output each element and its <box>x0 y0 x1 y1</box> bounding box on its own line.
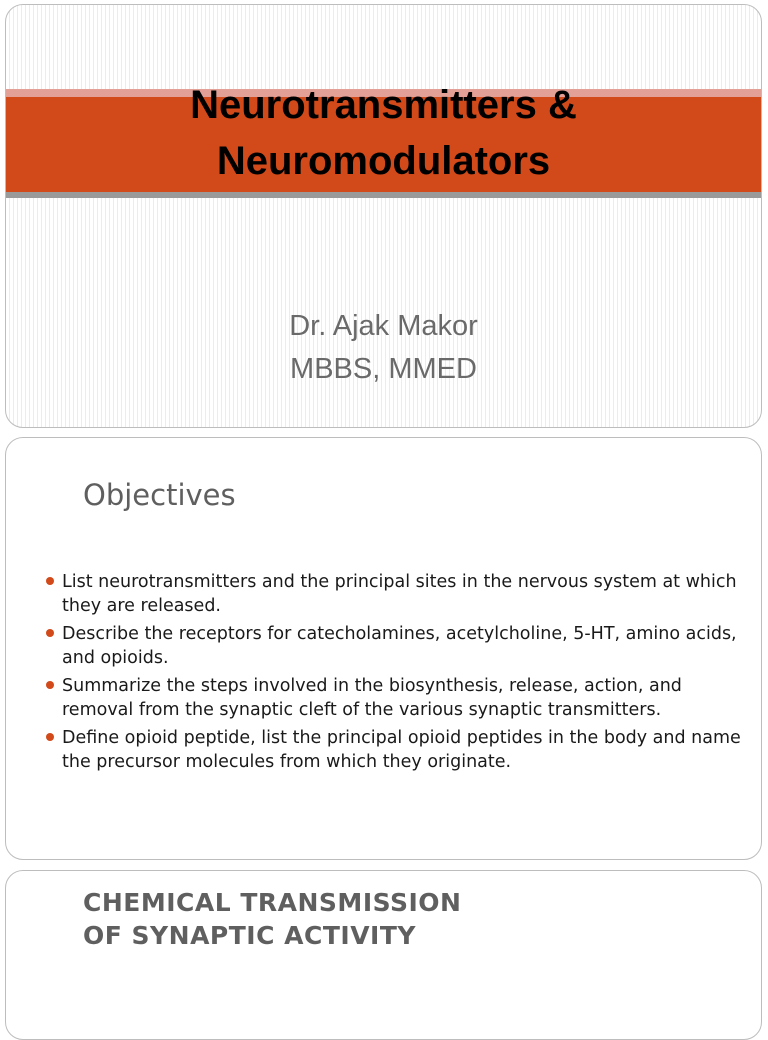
bullet-icon <box>46 681 54 689</box>
title-slide <box>5 4 762 428</box>
list-item-text: Define opioid peptide, list the principal opioid peptides in the body and name the precursor molecules from which they originate. <box>62 728 741 772</box>
author-name: Dr. Ajak Makor <box>289 310 478 342</box>
list-item-text: Summarize the steps involved in the biosynthesis, release, action, and removal from the synaptic cleft of the various synaptic transmitters. <box>62 676 682 720</box>
section-heading-line: OF SYNAPTIC ACTIVITY <box>83 921 416 950</box>
author-credentials: MBBS, MMED <box>290 353 477 385</box>
list-item <box>44 726 744 774</box>
objectives-slide <box>5 437 762 860</box>
list-item-text: Describe the receptors for catecholamines, acetylcholine, 5-HT, amino acids, and opioids. <box>62 624 737 668</box>
title-band-shadow <box>6 192 761 198</box>
slide-title <box>6 77 761 189</box>
section-heading <box>83 886 461 952</box>
bullet-icon <box>46 733 54 741</box>
slide-title-line: Neurotransmitters & <box>190 83 577 127</box>
bullet-icon <box>46 629 54 637</box>
slide-title-line: Neuromodulators <box>216 139 551 183</box>
section-slide <box>5 870 762 1040</box>
slide-subtitle <box>6 305 761 391</box>
list-item <box>44 622 744 670</box>
bullet-icon <box>46 577 54 585</box>
list-item <box>44 570 744 618</box>
section-heading-line: CHEMICAL TRANSMISSION <box>83 888 462 917</box>
list-item-text: List neurotransmitters and the principal sites in the nervous system at which they are released. <box>62 572 737 616</box>
objectives-heading: Objectives <box>83 478 236 512</box>
objectives-list <box>44 570 744 778</box>
list-item <box>44 674 744 722</box>
